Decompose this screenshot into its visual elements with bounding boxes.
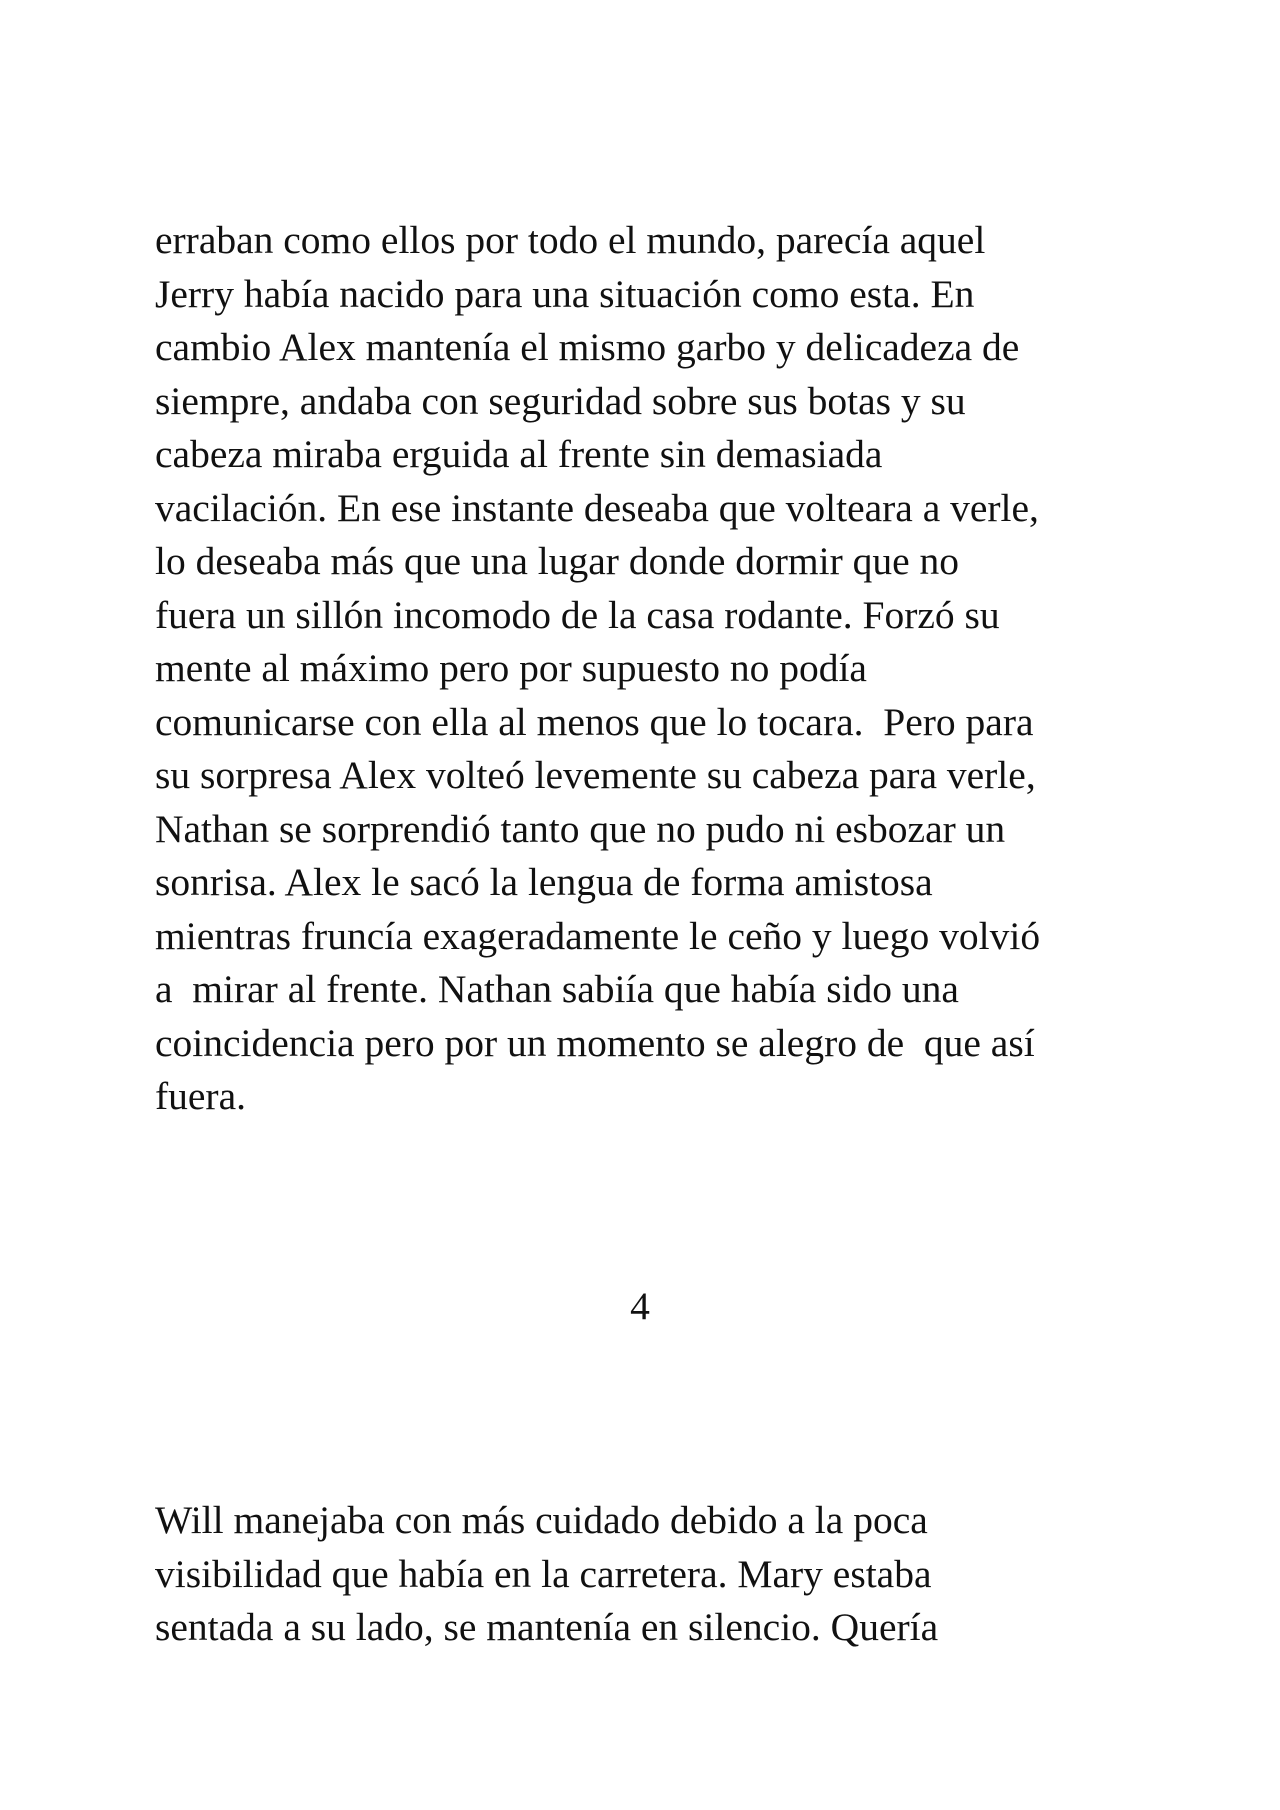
text-line: fuera. bbox=[155, 1074, 246, 1118]
text-line: sentada a su lado, se mantenía en silencio. Quería bbox=[155, 1605, 939, 1649]
text-line: coincidencia pero por un momento se alegro de que así bbox=[155, 1020, 1035, 1065]
text-line: a mirar al frente. Nathan sabiía que había sido una bbox=[155, 967, 959, 1011]
text-line: visibilidad que había en la carretera. Mary estaba bbox=[155, 1551, 932, 1596]
text-line: sonrisa. Alex le sacó la lengua de forma amistosa bbox=[155, 860, 933, 904]
paragraph-chapter-start bbox=[155, 1494, 1155, 1655]
text-line: mientras fruncía exageradamente le ceño y luego volvió bbox=[155, 913, 1041, 958]
text-line: cabeza miraba erguida al frente sin demasiada bbox=[155, 432, 883, 476]
text-line: Nathan se sorprendió tanto que no pudo ni esbozar un bbox=[155, 806, 1006, 851]
chapter-number: 4 bbox=[630, 1284, 650, 1328]
text-line: vacilación. En ese instante deseaba que volteara a verle, bbox=[155, 485, 1039, 530]
text-line: lo deseaba más que una lugar donde dormir que no bbox=[155, 539, 960, 583]
text-line: cambio Alex mantenía el mismo garbo y delicadeza de bbox=[155, 325, 1020, 369]
text-line: comunicarse con ella al menos que lo tocara. Pero para bbox=[155, 699, 1034, 744]
text-line: fuera un sillón incomodo de la casa rodante. Forzó su bbox=[155, 592, 1000, 637]
text-line: su sorpresa Alex volteó levemente su cabeza para verle, bbox=[155, 753, 1036, 797]
text-line: Will manejaba con más cuidado debido a la poca bbox=[155, 1498, 928, 1542]
text-line: mente al máximo pero por supuesto no podía bbox=[155, 646, 867, 690]
text-line: erraban como ellos por todo el mundo, parecía aquel bbox=[155, 218, 986, 262]
text-line: siempre, andaba con seguridad sobre sus botas y su bbox=[155, 378, 966, 423]
text-line: Jerry había nacido para una situación como esta. En bbox=[155, 271, 975, 316]
paragraph-continued bbox=[155, 214, 1155, 1124]
